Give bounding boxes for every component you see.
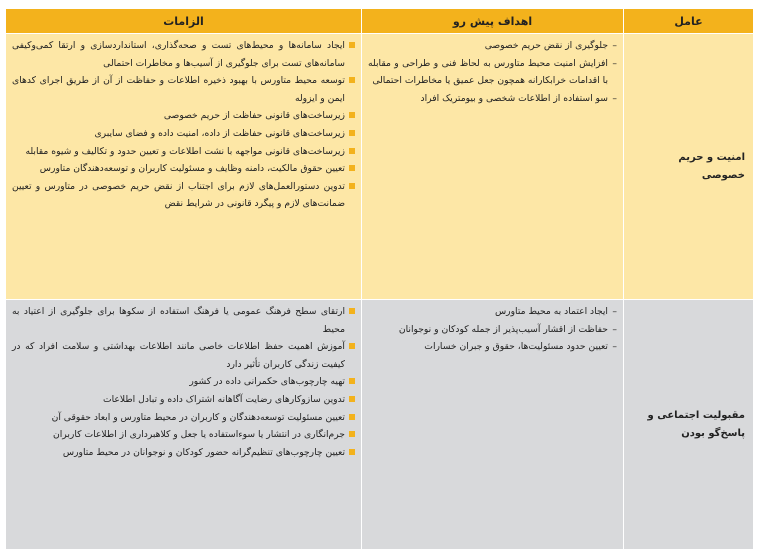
row-requirements	[6, 34, 362, 300]
table-row	[6, 34, 754, 300]
goal-item: – سو استفاده از اطلاعات شخصی و بیومتریک افراد	[420, 92, 617, 104]
bullet-icon	[349, 449, 355, 455]
row-factor: امنیت و حریم خصوصی	[624, 34, 754, 300]
goal-item: – حفاظت از اقشار آسیب‌پذیر از جمله کودکان و نوجوانان	[398, 323, 617, 335]
table-row	[6, 300, 754, 550]
requirement-item: تدوین سازوکارهای رضایت آگاهانه اشتراک داده و تبادل اطلاعات	[12, 391, 355, 409]
requirement-item: زیرساخت‌های قانونی حفاظت از حریم خصوصی	[12, 107, 355, 125]
requirement-item: تعیین حقوق مالکیت، دامنه وظایف و مسئولیت کاربران و توسعه‌دهندگان متاورس	[12, 160, 355, 178]
table-container	[5, 8, 753, 550]
row-goals	[362, 34, 624, 300]
bullet-icon	[349, 112, 355, 118]
bullet-icon	[349, 165, 355, 171]
requirements-table	[5, 8, 754, 550]
header-row	[6, 9, 754, 34]
requirement-item: تعیین چارچوب‌های تنظیم‌گرانه حضور کودکان و نوجوانان در محیط متاورس	[12, 444, 355, 462]
bullet-icon	[349, 414, 355, 420]
requirement-item: تدوین دستورالعمل‌های لازم برای اجتناب از نقض حریم خصوصی در متاورس و تعیین ضمانت‌های لازم و پیگرد قانونی در شرایط نقض	[12, 178, 355, 213]
requirement-item: جرم‌انگاری در انتشار یا سوءاستفاده یا جعل و کلاهبرداری از اطلاعات کاربران	[12, 426, 355, 444]
goal-item: – ایجاد اعتماد به محیط متاورس	[494, 306, 617, 317]
row-goals	[362, 300, 624, 550]
row-factor: مقبولیت اجتماعی و پاسخ‌گو بودن	[624, 300, 754, 550]
bullet-icon	[349, 378, 355, 384]
requirement-item: زیرساخت‌های قانونی حفاظت از داده، امنیت داده و فضای سایبری	[12, 125, 355, 143]
requirement-item: آموزش اهمیت حفظ اطلاعات خاصی مانند اطلاعات بهداشتی و سلامت افراد که در کیفیت زندگی کاربران تأثیر دارد	[12, 338, 355, 373]
row-requirements	[6, 300, 362, 550]
bullet-icon	[349, 42, 355, 48]
requirement-item: ایجاد سامانه‌ها و محیط‌های تست و صحه‌گذاری، استانداردسازی و ارتقا کمی‌وکیفی سامانه‌های تست برای جلوگیری از آسیب‌ها و مخاطرات احتمالی	[12, 37, 355, 72]
requirement-item: زیرساخت‌های قانونی مواجهه با نشت اطلاعات و تعیین حدود و تکالیف و شیوه مقابله	[12, 143, 355, 161]
bullet-icon	[349, 396, 355, 402]
header-factor: عامل	[624, 9, 754, 34]
requirement-item: ارتقای سطح فرهنگ عمومی یا فرهنگ استفاده از سکوها برای جلوگیری از اعتیاد به محیط	[12, 303, 355, 338]
header-requirements: الزامات	[6, 9, 362, 34]
bullet-icon	[349, 431, 355, 437]
bullet-icon	[349, 183, 355, 189]
header-goals: اهداف پیش رو	[362, 9, 624, 34]
bullet-icon	[349, 308, 355, 314]
bullet-icon	[349, 77, 355, 83]
bullet-icon	[349, 343, 355, 349]
goal-item: – تعیین حدود مسئولیت‌ها، حقوق و جبران خسارات	[424, 341, 617, 353]
bullet-icon	[349, 130, 355, 136]
goal-item: – افزایش امنیت محیط متاورس به لحاظ فنی و طراحی و مقابله با اقدامات خرابکارانه همچون جعل عمیق یا مخاطرات احتمالی	[368, 57, 617, 87]
requirement-item: تهیه چارچوب‌های حکمرانی داده در کشور	[12, 373, 355, 391]
goal-item: – جلوگیری از نقض حریم خصوصی	[484, 40, 617, 51]
requirement-item: تعیین مسئولیت توسعه‌دهندگان و کاربران در محیط متاورس و ابعاد حقوقی آن	[12, 409, 355, 427]
requirement-item: توسعه محیط متاورس با بهبود ذخیره اطلاعات و حفاظت از آن از طریق اجرای کدهای ایمن و ایزوله	[12, 72, 355, 107]
bullet-icon	[349, 148, 355, 154]
